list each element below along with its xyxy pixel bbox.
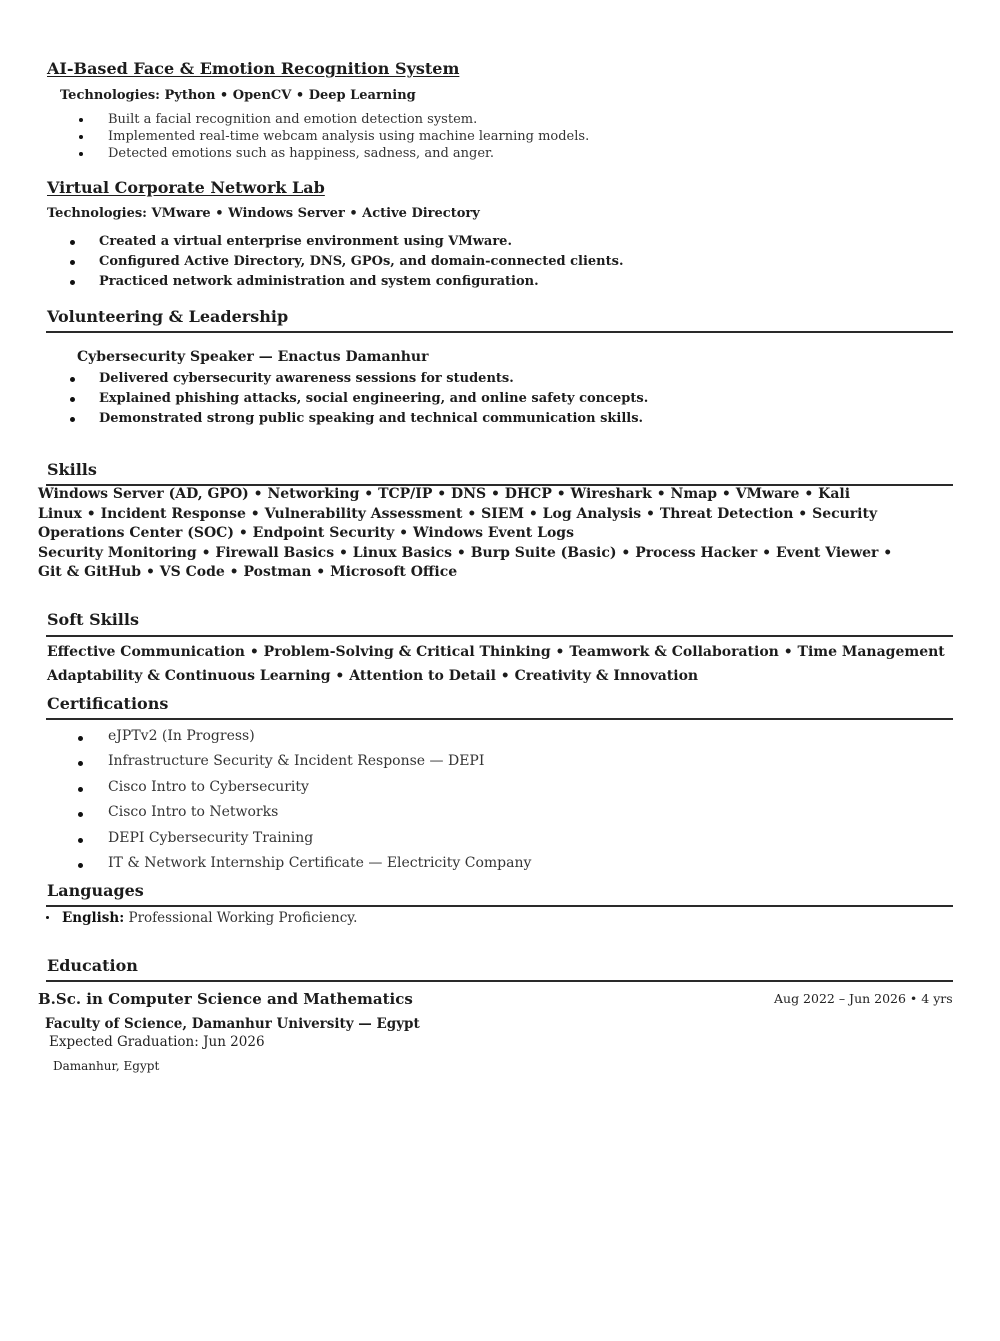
bullet-icon [78, 812, 83, 817]
bullet-icon [78, 838, 83, 843]
skills-line: Linux • Incident Response • Vulnerability Assessment • SIEM • Log Analysis • Threat Detection • Security [38, 506, 878, 522]
skills-line: Windows Server (AD, GPO) • Networking • TCP/IP • DNS • DHCP • Wireshark • Nmap • VMware • Kali [38, 486, 851, 502]
list-item: Demonstrated strong public speaking and technical communication skills. [99, 411, 644, 426]
list-item: Configured Active Directory, DNS, GPOs, and domain-connected clients. [99, 254, 624, 269]
list-item: Practiced network administration and system configuration. [99, 274, 539, 289]
section-heading: Soft Skills [47, 610, 139, 629]
bullet-icon [78, 761, 83, 766]
bullet-icon [70, 417, 75, 422]
section-divider [46, 331, 953, 333]
bullet-icon [78, 863, 83, 868]
certification-item: Cisco Intro to Cybersecurity [108, 779, 309, 795]
bullet-icon [70, 377, 75, 382]
section-divider [46, 905, 953, 907]
project-technologies: Technologies: Python • OpenCV • Deep Learning [60, 88, 416, 103]
soft-skills-line: Effective Communication • Problem-Solving & Critical Thinking • Teamwork & Collaboration • Time Management [47, 644, 945, 660]
bullet-icon [70, 260, 75, 265]
list-item: Implemented real-time webcam analysis using machine learning models. [108, 129, 590, 144]
expected-graduation: Expected Graduation: Jun 2026 [49, 1034, 265, 1050]
section-divider [46, 980, 953, 982]
degree-title: B.Sc. in Computer Science and Mathematics [38, 990, 413, 1008]
certification-item: DEPI Cybersecurity Training [108, 830, 314, 846]
skills-line: Operations Center (SOC) • Endpoint Security • Windows Event Logs [38, 525, 574, 541]
skills-line: Git & GitHub • VS Code • Postman • Microsoft Office [38, 564, 458, 580]
project-title: Virtual Corporate Network Lab [47, 178, 325, 197]
list-item: Explained phishing attacks, social engineering, and online safety concepts. [99, 391, 649, 406]
language-item: English: Professional Working Proficiency. [62, 910, 358, 926]
list-item: Delivered cybersecurity awareness sessions for students. [99, 371, 514, 386]
bullet-icon [70, 240, 75, 245]
certification-item: IT & Network Internship Certificate — Electricity Company [108, 855, 532, 871]
bullet-icon [78, 736, 83, 741]
section-heading: Certifications [47, 694, 169, 713]
section-heading: Skills [47, 460, 97, 479]
section-heading: Volunteering & Leadership [47, 307, 289, 326]
bullet-icon [79, 152, 83, 156]
certification-item: Infrastructure Security & Incident Response — DEPI [108, 753, 485, 769]
bullet-icon [79, 118, 83, 122]
bullet-icon [46, 916, 49, 919]
list-item: Detected emotions such as happiness, sadness, and anger. [108, 146, 494, 161]
certification-item: Cisco Intro to Networks [108, 804, 279, 820]
role-title: Cybersecurity Speaker — Enactus Damanhur [77, 349, 429, 365]
certification-item: eJPTv2 (In Progress) [108, 728, 255, 744]
education-dates: Aug 2022 – Jun 2026 • 4 yrs [774, 991, 953, 1006]
language-level: Professional Working Proficiency. [128, 910, 358, 926]
project-technologies: Technologies: VMware • Windows Server • Active Directory [47, 206, 480, 221]
skills-line: Security Monitoring • Firewall Basics • Linux Basics • Burp Suite (Basic) • Process Hacker • Event Viewer • [38, 545, 893, 561]
language-name: English [62, 910, 120, 926]
education-institution: Faculty of Science, Damanhur University — Egypt [45, 1016, 420, 1032]
section-divider [46, 718, 953, 720]
section-heading: Languages [47, 881, 144, 900]
bullet-icon [79, 135, 83, 139]
section-heading: Education [47, 956, 138, 975]
list-item: Created a virtual enterprise environment using VMware. [99, 234, 512, 249]
project-title: AI-Based Face & Emotion Recognition System [47, 59, 460, 78]
education-location: Damanhur, Egypt [53, 1059, 160, 1073]
bullet-icon [70, 397, 75, 402]
bullet-icon [70, 280, 75, 285]
soft-skills-line: Adaptability & Continuous Learning • Attention to Detail • Creativity & Innovation [47, 668, 699, 684]
bullet-icon [78, 787, 83, 792]
section-divider [46, 635, 953, 637]
list-item: Built a facial recognition and emotion detection system. [108, 112, 478, 127]
